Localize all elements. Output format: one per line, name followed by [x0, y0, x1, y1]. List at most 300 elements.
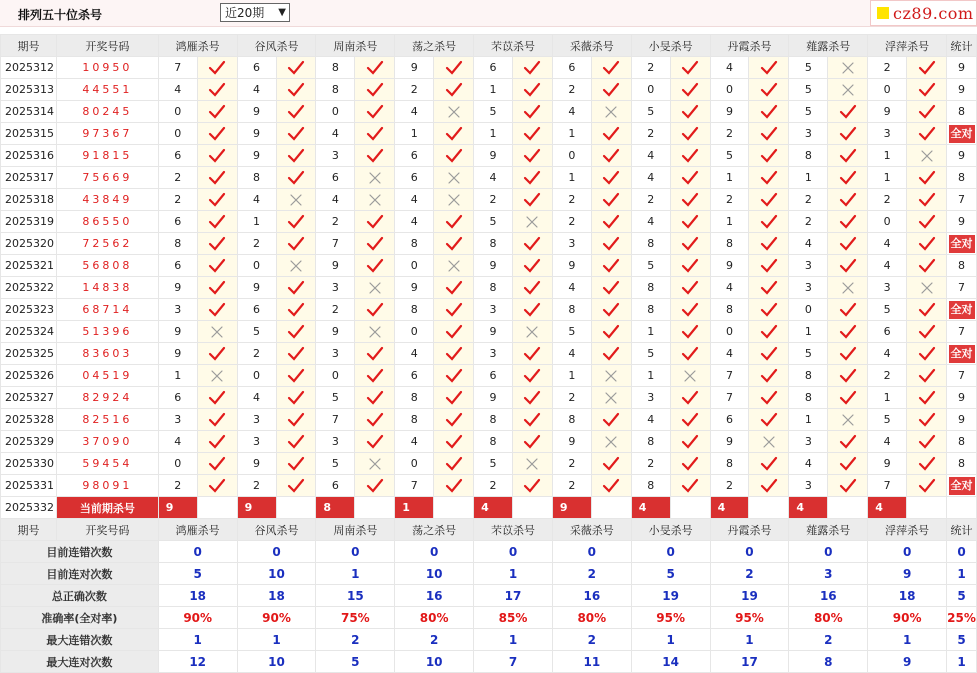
- stats-row: [1, 651, 977, 673]
- kill-value-cell: 4: [552, 277, 591, 299]
- cross-icon: [366, 192, 384, 208]
- result-mark-cell: [512, 409, 552, 431]
- result-mark-cell: [434, 167, 474, 189]
- result-mark-cell: [197, 189, 237, 211]
- check-icon: [918, 434, 936, 450]
- col-header-expert: 小旻杀号: [631, 519, 710, 541]
- check-icon: [445, 214, 463, 230]
- table-row: [1, 299, 977, 321]
- kill-value-cell: 5: [552, 321, 591, 343]
- stat-cell: [947, 343, 977, 365]
- result-mark-cell: [276, 189, 316, 211]
- cross-icon: [918, 148, 936, 164]
- check-icon: [287, 104, 305, 120]
- kill-value-cell: 0: [395, 255, 434, 277]
- result-mark-cell: [670, 409, 710, 431]
- check-icon: [208, 258, 226, 274]
- stats-value: 2: [395, 629, 474, 651]
- kill-value-cell: 2: [474, 475, 513, 497]
- result-mark-cell: [591, 79, 631, 101]
- result-mark-cell: [197, 233, 237, 255]
- check-icon: [366, 302, 384, 318]
- result-mark-cell: [434, 145, 474, 167]
- check-icon: [839, 192, 857, 208]
- stats-summary-value: 5: [947, 585, 977, 607]
- result-mark-cell: [828, 255, 868, 277]
- result-mark-cell: [512, 365, 552, 387]
- stats-value: 0: [710, 541, 789, 563]
- check-icon: [839, 170, 857, 186]
- kill-value-cell: 2: [237, 233, 276, 255]
- result-mark-cell: [197, 299, 237, 321]
- check-icon: [523, 236, 541, 252]
- stats-summary-value: 25%: [947, 607, 977, 629]
- draw-number-cell: 86550: [56, 211, 158, 233]
- kill-value-cell: 4: [710, 343, 749, 365]
- stats-value: 10: [395, 563, 474, 585]
- result-mark-cell: [907, 409, 947, 431]
- check-icon: [839, 214, 857, 230]
- kill-value-cell: 0: [237, 255, 276, 277]
- check-icon: [445, 456, 463, 472]
- result-mark-cell: [434, 123, 474, 145]
- result-mark-cell: [670, 123, 710, 145]
- kill-value-cell: 9: [710, 255, 749, 277]
- stat-value: 9: [958, 83, 966, 96]
- stats-value: 0: [552, 541, 631, 563]
- stats-value: 0: [789, 541, 868, 563]
- col-header-expert: 芣苡杀号: [474, 35, 553, 57]
- kill-value-cell: 1: [158, 365, 197, 387]
- kill-value-cell: 4: [631, 145, 670, 167]
- result-mark-cell: [828, 101, 868, 123]
- result-mark-cell: [670, 299, 710, 321]
- check-icon: [681, 192, 699, 208]
- kill-value-cell: 4: [868, 233, 907, 255]
- result-mark-cell: [591, 431, 631, 453]
- check-icon: [287, 280, 305, 296]
- result-mark-cell: [355, 255, 395, 277]
- check-icon: [445, 346, 463, 362]
- all-right-badge: 全对: [949, 235, 975, 253]
- kill-value-cell: 2: [631, 189, 670, 211]
- result-mark-cell: [276, 211, 316, 233]
- stats-value: 2: [552, 629, 631, 651]
- result-mark-cell: [197, 101, 237, 123]
- result-mark-cell: [907, 299, 947, 321]
- result-mark-cell: [434, 387, 474, 409]
- cross-icon: [366, 324, 384, 340]
- check-icon: [523, 346, 541, 362]
- check-icon: [760, 368, 778, 384]
- result-mark-cell: [670, 145, 710, 167]
- kill-value-cell: 0: [316, 101, 355, 123]
- check-icon: [445, 434, 463, 450]
- col-header-expert: 浮萍杀号: [868, 35, 947, 57]
- result-mark-cell: [355, 365, 395, 387]
- cross-icon: [839, 412, 857, 428]
- kill-value-cell: 3: [237, 431, 276, 453]
- stats-value: 95%: [710, 607, 789, 629]
- result-mark-cell: [670, 475, 710, 497]
- result-mark-cell: [907, 145, 947, 167]
- stat-cell: [947, 123, 977, 145]
- stats-value: 80%: [789, 607, 868, 629]
- period-range-value: 近20期: [225, 6, 265, 20]
- kill-value-cell: 8: [395, 299, 434, 321]
- check-icon: [602, 214, 620, 230]
- stat-value: 7: [958, 193, 966, 206]
- kill-value-cell: 0: [710, 79, 749, 101]
- draw-number-cell: 80245: [56, 101, 158, 123]
- kill-value-cell: 2: [552, 387, 591, 409]
- check-icon: [523, 104, 541, 120]
- cross-icon: [287, 258, 305, 274]
- kill-value-cell: 4: [789, 453, 828, 475]
- check-icon: [287, 390, 305, 406]
- table-row: [1, 167, 977, 189]
- result-mark-cell: [512, 189, 552, 211]
- kill-value-cell: 4: [395, 101, 434, 123]
- kill-value-cell: 4: [316, 189, 355, 211]
- check-icon: [287, 236, 305, 252]
- check-icon: [287, 368, 305, 384]
- result-mark-cell: [434, 101, 474, 123]
- cross-icon: [445, 192, 463, 208]
- kill-value-cell: 5: [474, 211, 513, 233]
- check-icon: [918, 478, 936, 494]
- result-mark-cell: [276, 431, 316, 453]
- kill-value-cell: 0: [789, 299, 828, 321]
- kill-value-cell: 9: [158, 321, 197, 343]
- check-icon: [287, 324, 305, 340]
- stats-value: 5: [158, 563, 237, 585]
- result-mark-cell: [591, 321, 631, 343]
- draw-number-cell: 56808: [56, 255, 158, 277]
- kill-value-cell: 9: [237, 277, 276, 299]
- result-mark-cell: [434, 57, 474, 79]
- result-mark-cell: [276, 321, 316, 343]
- issue-cell: 2025326: [1, 365, 57, 387]
- issue-cell: 2025329: [1, 431, 57, 453]
- result-mark-cell: [512, 255, 552, 277]
- issue-cell: 2025325: [1, 343, 57, 365]
- result-mark-cell: [197, 79, 237, 101]
- check-icon: [208, 302, 226, 318]
- stats-value: 2: [710, 563, 789, 585]
- table-row: [1, 233, 977, 255]
- check-icon: [208, 346, 226, 362]
- result-mark-cell: [749, 365, 789, 387]
- result-mark-cell: [512, 343, 552, 365]
- all-right-badge: 全对: [949, 345, 975, 363]
- issue-cell: 2025321: [1, 255, 57, 277]
- check-icon: [602, 258, 620, 274]
- result-mark-cell: [276, 387, 316, 409]
- check-icon: [602, 192, 620, 208]
- check-icon: [208, 104, 226, 120]
- kill-value-cell: 2: [552, 475, 591, 497]
- stats-value: 10: [237, 651, 316, 673]
- col-header-stat: 统计: [947, 35, 977, 57]
- current-kill-blank: [749, 497, 789, 519]
- check-icon: [839, 126, 857, 142]
- result-mark-cell: [355, 453, 395, 475]
- stat-cell: [947, 255, 977, 277]
- cross-icon: [602, 390, 620, 406]
- stat-value: 9: [958, 61, 966, 74]
- kill-value-cell: 5: [789, 343, 828, 365]
- kill-value-cell: 0: [868, 79, 907, 101]
- check-icon: [287, 478, 305, 494]
- col-header-expert: 芣苡杀号: [474, 519, 553, 541]
- result-mark-cell: [434, 365, 474, 387]
- kill-value-cell: 2: [868, 365, 907, 387]
- stats-summary-value: 5: [947, 629, 977, 651]
- result-mark-cell: [907, 167, 947, 189]
- result-mark-cell: [749, 57, 789, 79]
- result-mark-cell: [434, 409, 474, 431]
- draw-number-cell: 14838: [56, 277, 158, 299]
- col-header-expert: 采薇杀号: [552, 35, 631, 57]
- table-row: [1, 123, 977, 145]
- kill-value-cell: 6: [158, 387, 197, 409]
- kill-value-cell: 0: [395, 453, 434, 475]
- check-icon: [760, 60, 778, 76]
- result-mark-cell: [512, 453, 552, 475]
- kill-value-cell: 5: [474, 453, 513, 475]
- result-mark-cell: [591, 211, 631, 233]
- table-row: [1, 343, 977, 365]
- result-mark-cell: [749, 343, 789, 365]
- check-icon: [760, 258, 778, 274]
- check-icon: [918, 368, 936, 384]
- top-bar: [0, 0, 977, 27]
- stats-value: 75%: [316, 607, 395, 629]
- stats-row: [1, 563, 977, 585]
- kill-value-cell: 1: [868, 387, 907, 409]
- kill-value-cell: 6: [237, 299, 276, 321]
- table-header-row: [1, 519, 977, 541]
- check-icon: [208, 126, 226, 142]
- stats-value: 95%: [631, 607, 710, 629]
- kill-value-cell: 3: [474, 343, 513, 365]
- result-mark-cell: [512, 123, 552, 145]
- stats-value: 7: [474, 651, 553, 673]
- kill-value-cell: 0: [316, 365, 355, 387]
- check-icon: [445, 368, 463, 384]
- result-mark-cell: [670, 255, 710, 277]
- kill-value-cell: 0: [158, 123, 197, 145]
- check-icon: [760, 346, 778, 362]
- kill-value-cell: 5: [316, 453, 355, 475]
- check-icon: [760, 82, 778, 98]
- kill-value-cell: 1: [868, 167, 907, 189]
- result-mark-cell: [591, 387, 631, 409]
- kill-value-cell: 8: [552, 299, 591, 321]
- check-icon: [681, 390, 699, 406]
- stats-value: 90%: [237, 607, 316, 629]
- cross-icon: [523, 456, 541, 472]
- kill-value-cell: 9: [868, 453, 907, 475]
- check-icon: [602, 324, 620, 340]
- current-kill-value: 1: [395, 497, 434, 519]
- result-mark-cell: [591, 101, 631, 123]
- kill-value-cell: 5: [631, 255, 670, 277]
- check-icon: [287, 346, 305, 362]
- check-icon: [918, 192, 936, 208]
- result-mark-cell: [670, 189, 710, 211]
- issue-cell: 2025315: [1, 123, 57, 145]
- result-mark-cell: [907, 431, 947, 453]
- kill-value-cell: 9: [474, 321, 513, 343]
- cross-icon: [366, 456, 384, 472]
- table-row: [1, 431, 977, 453]
- kill-value-cell: 4: [868, 343, 907, 365]
- check-icon: [523, 192, 541, 208]
- table-row: [1, 211, 977, 233]
- check-icon: [839, 456, 857, 472]
- check-icon: [602, 456, 620, 472]
- cross-icon: [602, 434, 620, 450]
- kill-value-cell: 4: [631, 167, 670, 189]
- kill-value-cell: 3: [789, 123, 828, 145]
- check-icon: [918, 170, 936, 186]
- result-mark-cell: [276, 233, 316, 255]
- kill-value-cell: 8: [631, 299, 670, 321]
- kill-value-cell: 3: [789, 277, 828, 299]
- issue-cell: 2025317: [1, 167, 57, 189]
- kill-value-cell: 5: [474, 101, 513, 123]
- stat-cell: [947, 387, 977, 409]
- stat-cell: [947, 79, 977, 101]
- kill-value-cell: 4: [158, 431, 197, 453]
- draw-number-cell: 10950: [56, 57, 158, 79]
- result-mark-cell: [907, 211, 947, 233]
- check-icon: [760, 148, 778, 164]
- check-icon: [681, 456, 699, 472]
- check-icon: [366, 60, 384, 76]
- check-icon: [366, 82, 384, 98]
- col-header-issue: 期号: [1, 35, 57, 57]
- result-mark-cell: [355, 101, 395, 123]
- check-icon: [760, 280, 778, 296]
- check-icon: [287, 214, 305, 230]
- logo-text: cz89.com: [893, 4, 974, 23]
- check-icon: [366, 126, 384, 142]
- check-icon: [287, 170, 305, 186]
- kill-value-cell: 2: [552, 189, 591, 211]
- site-logo[interactable]: [870, 0, 977, 26]
- check-icon: [208, 412, 226, 428]
- stats-value: 90%: [158, 607, 237, 629]
- result-mark-cell: [749, 145, 789, 167]
- kill-value-cell: 0: [552, 145, 591, 167]
- check-icon: [760, 236, 778, 252]
- check-icon: [445, 280, 463, 296]
- stats-value: 90%: [868, 607, 947, 629]
- result-mark-cell: [907, 79, 947, 101]
- stats-value: 2: [552, 563, 631, 585]
- kill-value-cell: 9: [474, 255, 513, 277]
- result-mark-cell: [276, 475, 316, 497]
- draw-number-cell: 82924: [56, 387, 158, 409]
- check-icon: [839, 148, 857, 164]
- result-mark-cell: [591, 255, 631, 277]
- result-mark-cell: [197, 343, 237, 365]
- kill-value-cell: 5: [789, 57, 828, 79]
- kill-value-cell: 9: [158, 343, 197, 365]
- check-icon: [366, 478, 384, 494]
- stats-value: 80%: [395, 607, 474, 629]
- current-kill-blank: [907, 497, 947, 519]
- stats-value: 0: [316, 541, 395, 563]
- check-icon: [839, 302, 857, 318]
- draw-number-cell: 44551: [56, 79, 158, 101]
- stat-cell: [947, 475, 977, 497]
- check-icon: [918, 456, 936, 472]
- stats-value: 1: [474, 629, 553, 651]
- result-mark-cell: [828, 167, 868, 189]
- result-mark-cell: [276, 299, 316, 321]
- check-icon: [760, 324, 778, 340]
- result-mark-cell: [355, 409, 395, 431]
- kill-value-cell: 6: [710, 409, 749, 431]
- stat-value: 9: [958, 149, 966, 162]
- result-mark-cell: [512, 57, 552, 79]
- stats-value: 2: [316, 629, 395, 651]
- check-icon: [445, 390, 463, 406]
- col-header-expert: 小旻杀号: [631, 35, 710, 57]
- result-mark-cell: [355, 145, 395, 167]
- kill-value-cell: 2: [789, 189, 828, 211]
- kill-value-cell: 9: [710, 431, 749, 453]
- kill-value-cell: 1: [631, 365, 670, 387]
- cross-icon: [208, 368, 226, 384]
- result-mark-cell: [434, 453, 474, 475]
- result-mark-cell: [749, 101, 789, 123]
- result-mark-cell: [276, 277, 316, 299]
- kill-value-cell: 2: [710, 475, 749, 497]
- current-kill-blank: [434, 497, 474, 519]
- result-mark-cell: [828, 409, 868, 431]
- check-icon: [523, 478, 541, 494]
- stat-cell: [947, 299, 977, 321]
- result-mark-cell: [197, 57, 237, 79]
- kill-value-cell: 0: [710, 321, 749, 343]
- kill-value-cell: 7: [395, 475, 434, 497]
- kill-value-cell: 0: [158, 101, 197, 123]
- result-mark-cell: [670, 431, 710, 453]
- result-mark-cell: [907, 321, 947, 343]
- kill-value-cell: 1: [789, 321, 828, 343]
- kill-value-cell: 7: [316, 233, 355, 255]
- result-mark-cell: [512, 475, 552, 497]
- cross-icon: [760, 434, 778, 450]
- period-range-select[interactable]: [220, 3, 290, 22]
- stats-value: 80%: [552, 607, 631, 629]
- stats-value: 10: [395, 651, 474, 673]
- result-mark-cell: [197, 211, 237, 233]
- stats-value: 18: [237, 585, 316, 607]
- stats-label: 总正确次数: [1, 585, 159, 607]
- kill-value-cell: 8: [237, 167, 276, 189]
- kill-value-cell: 8: [710, 453, 749, 475]
- result-mark-cell: [434, 211, 474, 233]
- stats-value: 1: [710, 629, 789, 651]
- result-mark-cell: [512, 211, 552, 233]
- check-icon: [681, 126, 699, 142]
